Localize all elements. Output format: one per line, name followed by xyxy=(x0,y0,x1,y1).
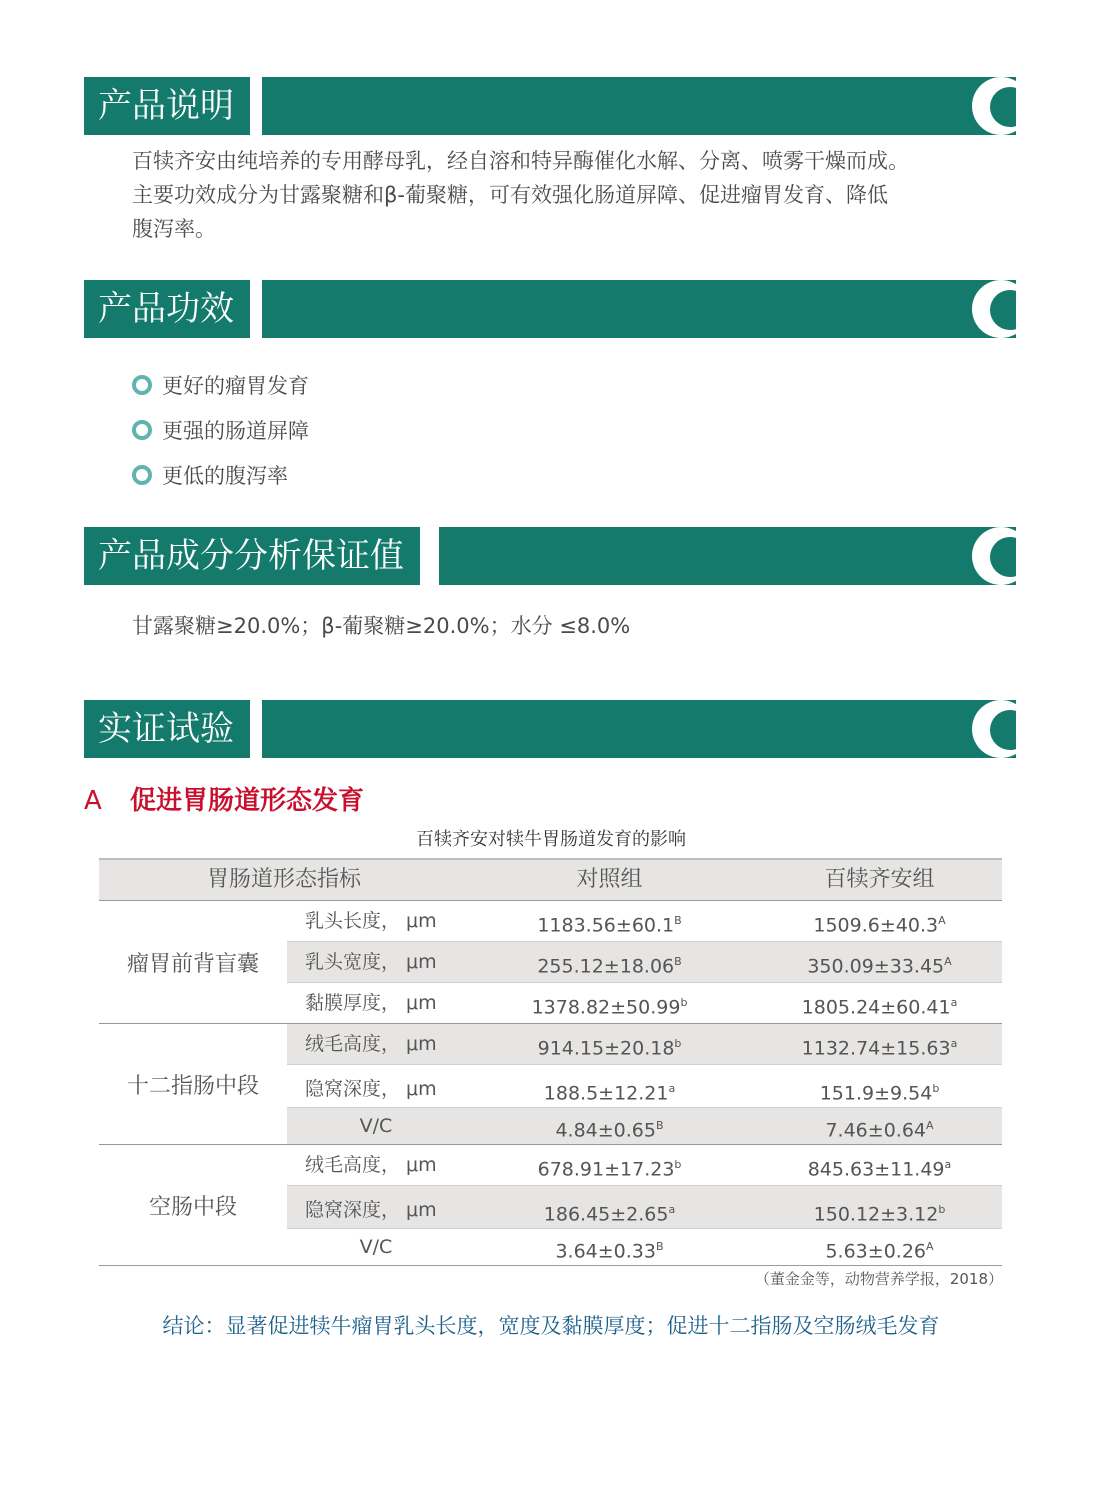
header-indicator: 胃肠道形态指标 xyxy=(206,867,361,892)
header-control: 对照组 xyxy=(576,867,643,892)
list-item xyxy=(132,362,309,407)
table-row xyxy=(287,1064,1002,1107)
table-group xyxy=(99,1023,1002,1144)
subsection-title: 促进胃肠道形态发育 xyxy=(130,786,365,816)
control-cell: $1183.56\pm 60.1^B$ xyxy=(537,914,682,937)
list-item-label: 更强的肠道屏障 xyxy=(162,418,309,443)
indicator-cell: V/C xyxy=(359,1115,393,1137)
table-row xyxy=(287,982,1002,1023)
treatment-cell: 1132.74±15.63$^a$ xyxy=(801,1037,958,1060)
indicator-cell: 绒毛高度， μm xyxy=(305,1154,437,1176)
header-bar xyxy=(262,280,1016,338)
control-cell: 188.5±12.21$^a$ xyxy=(543,1082,676,1105)
header-bar xyxy=(262,77,1016,135)
treatment-cell: 150.12±3.12$^b$ xyxy=(813,1203,946,1226)
group-name: 瘤胃前背盲囊 xyxy=(126,951,259,977)
analysis-values: 甘露聚糖≥20.0%；β-葡聚糖≥20.0%；水分 ≤8.0% xyxy=(132,614,631,638)
list-item-label: 更低的腹泻率 xyxy=(162,463,288,488)
section-title: 实证试验 xyxy=(84,700,250,758)
control-cell: 186.45±2.65$^a$ xyxy=(543,1203,676,1226)
table-group xyxy=(99,1144,1002,1265)
table-row xyxy=(287,1228,1002,1265)
data-table xyxy=(99,858,1002,1266)
treatment-cell: 1805.24±60.41$^a$ xyxy=(801,996,958,1019)
section-header-description xyxy=(84,77,1016,135)
group-name: 空肠中段 xyxy=(148,1194,237,1220)
indicator-cell: 隐窝深度， μm xyxy=(305,1078,437,1100)
table-row xyxy=(287,1024,1002,1064)
bullet-ring-icon xyxy=(132,375,152,395)
indicator-cell: 乳头长度， μm xyxy=(305,910,437,932)
header-treatment: 百犊齐安组 xyxy=(824,867,935,892)
table-row xyxy=(287,941,1002,982)
indicator-cell: 黏膜厚度， μm xyxy=(305,992,437,1014)
indicator-cell: 乳头宽度， μm xyxy=(305,951,437,973)
decorative-circle-icon xyxy=(972,77,1016,135)
table-row xyxy=(287,1185,1002,1228)
control-cell: $255.12\pm 18.06^B$ xyxy=(537,955,682,978)
header-bar xyxy=(439,527,1016,585)
section-title: 产品说明 xyxy=(84,77,250,135)
control-cell: 678.91±17.23$^b$ xyxy=(537,1158,682,1181)
header-bar xyxy=(262,700,1016,758)
treatment-cell: 845.63±11.49$^a$ xyxy=(807,1158,952,1181)
group-name: 十二指肠中段 xyxy=(126,1073,259,1099)
treatment-cell: $350.09\pm 33.45^A$ xyxy=(807,955,952,978)
table-group xyxy=(99,900,1002,1023)
list-item-label: 更好的瘤胃发育 xyxy=(162,373,309,398)
control-cell: $3.64\pm 0.33^B$ xyxy=(555,1240,664,1263)
treatment-cell: $5.63\pm 0.26^A$ xyxy=(825,1240,934,1263)
table-row xyxy=(287,901,1002,941)
efficacy-list xyxy=(132,362,309,497)
decorative-circle-icon xyxy=(972,527,1016,585)
list-item xyxy=(132,452,309,497)
description-line: 腹泻率。 xyxy=(132,217,216,241)
table-header xyxy=(99,858,1002,900)
section-title: 产品成分分析保证值 xyxy=(84,527,420,585)
citation: （董金金等，动物营养学报，2018） xyxy=(754,1270,1003,1288)
control-cell: $4.84\pm 0.65^B$ xyxy=(555,1119,664,1142)
table-title: 百犊齐安对犊牛胃肠道发育的影响 xyxy=(416,829,686,850)
description-line: 百犊齐安由纯培养的专用酵母乳，经自溶和特异酶催化水解、分离、喷雾干燥而成。 xyxy=(132,149,909,173)
table-row xyxy=(287,1107,1002,1144)
list-item xyxy=(132,407,309,452)
control-cell: 914.15±20.18$^b$ xyxy=(537,1037,682,1060)
table-row xyxy=(287,1145,1002,1185)
subsection-heading xyxy=(84,780,364,817)
treatment-cell: $7.46\pm 0.64^A$ xyxy=(825,1119,934,1142)
description-line: 主要功效成分为甘露聚糖和β-葡聚糖，可有效强化肠道屏障、促进瘤胃发育、降低 xyxy=(132,183,888,207)
decorative-circle-icon xyxy=(972,280,1016,338)
indicator-cell: 绒毛高度， μm xyxy=(305,1033,437,1055)
decorative-circle-icon xyxy=(972,700,1016,758)
section-header-trial xyxy=(84,700,1016,758)
section-header-analysis xyxy=(84,527,1016,585)
section-title: 产品功效 xyxy=(84,280,250,338)
conclusion-text: 结论：显著促进犊牛瘤胃乳头长度，宽度及黏膜厚度；促进十二指肠及空肠绒毛发育 xyxy=(162,1314,940,1338)
indicator-cell: V/C xyxy=(359,1236,393,1258)
indicator-cell: 隐窝深度， μm xyxy=(305,1199,437,1221)
bullet-ring-icon xyxy=(132,465,152,485)
treatment-cell: $1509.6\pm 40.3^A$ xyxy=(813,914,946,937)
treatment-cell: 151.9±9.54$^b$ xyxy=(819,1082,940,1105)
bullet-ring-icon xyxy=(132,420,152,440)
subsection-letter: A xyxy=(84,786,102,816)
description-text xyxy=(132,144,992,246)
control-cell: 1378.82±50.99$^b$ xyxy=(531,996,688,1019)
section-header-efficacy xyxy=(84,280,1016,338)
